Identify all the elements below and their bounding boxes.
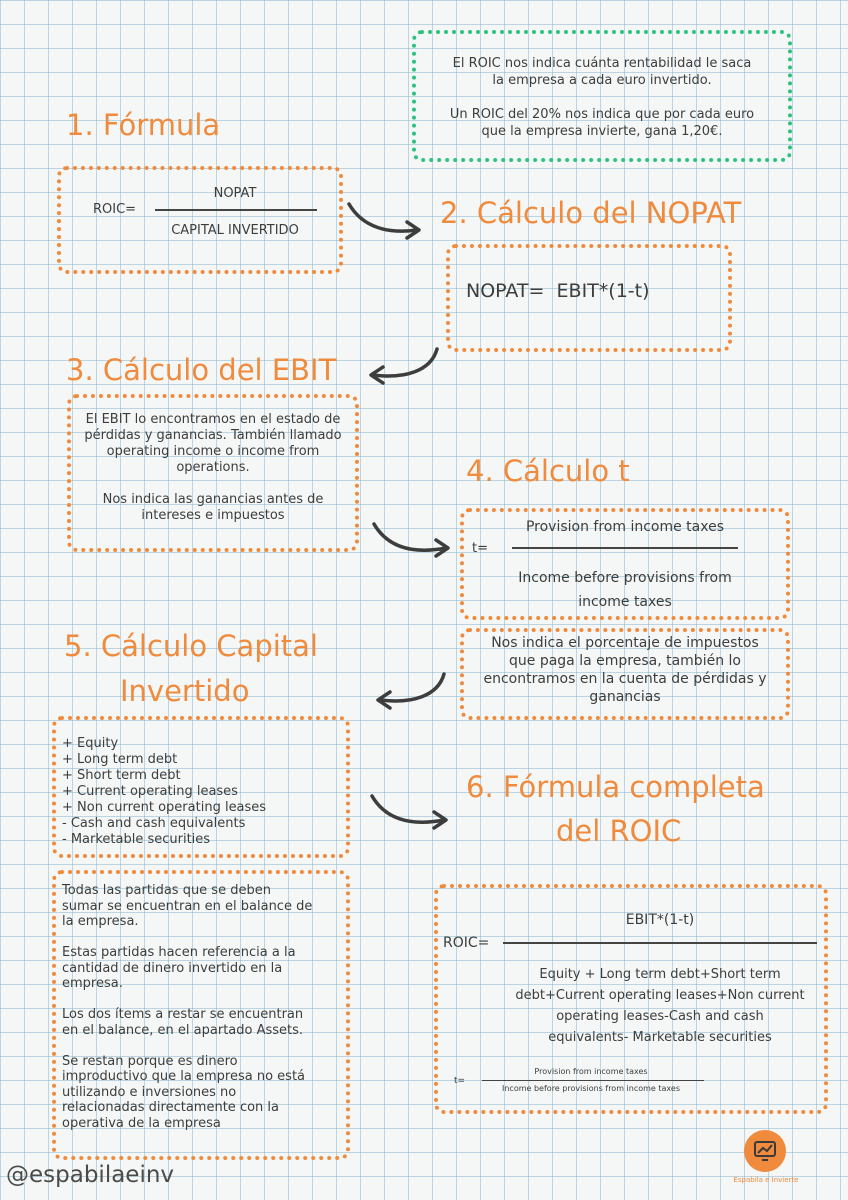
step6-title-2: del ROIC — [556, 814, 682, 848]
step4-denominator-2: income taxes — [578, 594, 672, 610]
step1-fraction-line — [155, 209, 317, 211]
step3-line-2: pérdidas y ganancias. También llamado — [84, 428, 342, 443]
step6-fraction-line — [503, 942, 817, 944]
step4-denominator-1: Income before provisions from — [518, 570, 732, 586]
arrow-icon — [370, 518, 454, 562]
info-line-1: El ROIC nos indica cuánta rentabilidad le saca — [452, 56, 752, 71]
capital-item: + Equity — [62, 736, 119, 751]
step3-line-5: Nos indica las ganancias antes de — [102, 492, 324, 507]
arrow-icon — [372, 670, 452, 714]
step4-t-label: t= — [472, 541, 488, 556]
step3-line-1: El EBIT lo encontramos en el estado de — [85, 412, 341, 427]
notes-line: Se restan porque es dinero — [62, 1053, 238, 1069]
info-box-text — [420, 55, 784, 140]
brand-logo — [744, 1130, 786, 1172]
step6-title-1: 6. Fórmula completa — [466, 770, 765, 804]
step4-numerator: Provision from income taxes — [525, 519, 725, 535]
step3-line-4: operations. — [176, 460, 250, 475]
step4-note — [466, 634, 784, 706]
step6-t-denominator: Income before provisions from income taxes — [502, 1084, 680, 1093]
chart-trend-icon — [744, 1130, 786, 1172]
notes-line: relacionadas directamente con la — [62, 1100, 279, 1115]
notes-line: en el balance, en el apartado Assets. — [62, 1022, 304, 1038]
notes-line: operativa de la empresa — [62, 1115, 221, 1131]
step3-text — [75, 412, 351, 524]
step4-note-1: Nos indica el porcentaje de impuestos — [491, 635, 759, 651]
step1-title: 1. Fórmula — [66, 108, 221, 142]
arrow-icon — [345, 198, 425, 242]
brand-name: Espabila e Invierte — [733, 1176, 799, 1184]
capital-item: - Marketable securities — [62, 832, 211, 847]
notes-line: improductivo que la empresa no está — [62, 1069, 306, 1084]
info-line-2: la empresa a cada euro invertido. — [492, 73, 712, 88]
step4-note-4: ganancias — [589, 689, 661, 705]
notes-line: Estas partidas hacen referencia a la — [62, 945, 296, 960]
step6-den-2: debt+Current operating leases+Non current — [515, 988, 805, 1003]
social-handle: @espabilaeinv — [6, 1162, 175, 1188]
step6-t-label: t= — [454, 1076, 466, 1086]
step4-note-2: que paga la empresa, también lo — [509, 653, 741, 669]
step6-denominator — [500, 964, 820, 1048]
step6-den-3: operating leases-Cash and cash — [556, 1009, 764, 1024]
step4-title: 4. Cálculo t — [466, 454, 630, 488]
info-line-3: Un ROIC del 20% nos indica que por cada euro — [449, 107, 755, 122]
step1-roic-label: ROIC= — [93, 202, 137, 217]
step4-note-3: encontramos en la cuenta de pérdidas y — [483, 671, 767, 687]
capital-item: - Cash and cash equivalents — [62, 816, 246, 831]
step6-numerator: EBIT*(1-t) — [625, 912, 695, 928]
step6-den-4: equivalents- Marketable securities — [548, 1030, 772, 1045]
step3-title: 3. Cálculo del EBIT — [66, 353, 337, 387]
step1-denominator: CAPITAL INVERTIDO — [171, 223, 299, 238]
capital-item: + Long term debt — [62, 752, 178, 767]
info-line-4: que la empresa invierte, gana 1,20€. — [481, 124, 723, 139]
notes-line: cantidad de dinero invertido en la — [62, 960, 283, 976]
step4-fraction-line — [512, 547, 738, 549]
notes-line: Los dos ítems a restar se encuentran — [62, 1007, 304, 1022]
step3-line-3: operating income o income from — [106, 444, 320, 459]
capital-item: + Short term debt — [62, 768, 181, 783]
step5-notes — [62, 883, 344, 1131]
step6-roic-label: ROIC= — [443, 935, 490, 951]
notes-line: utilizando e inversiones no — [62, 1084, 237, 1100]
notes-line: Todas las partidas que se deben — [62, 883, 271, 898]
capital-item: + Current operating leases — [62, 784, 238, 799]
step6-t-fraction-line — [482, 1080, 704, 1081]
notes-line: sumar se encuentran en el balance de — [62, 898, 313, 914]
arrow-icon — [365, 345, 445, 389]
step6-den-1: Equity + Long term debt+Short term — [539, 967, 781, 982]
capital-item: + Non current operating leases — [62, 800, 267, 815]
notes-line: la empresa. — [62, 914, 139, 929]
step5-title-2: Invertido — [120, 674, 250, 708]
step4-denominator — [490, 566, 760, 614]
step5-items — [62, 736, 342, 848]
step3-line-6: intereses e impuestos — [141, 508, 285, 523]
step2-formula: NOPAT= EBIT*(1-t) — [466, 280, 650, 302]
arrow-icon — [368, 790, 452, 834]
step6-t-numerator: Provision from income taxes — [534, 1067, 648, 1076]
step1-numerator: NOPAT — [213, 186, 257, 201]
step2-title: 2. Cálculo del NOPAT — [440, 196, 742, 230]
notes-line: empresa. — [62, 976, 123, 991]
step1-formula-box — [57, 166, 343, 274]
step5-title-1: 5. Cálculo Capital — [64, 629, 318, 663]
